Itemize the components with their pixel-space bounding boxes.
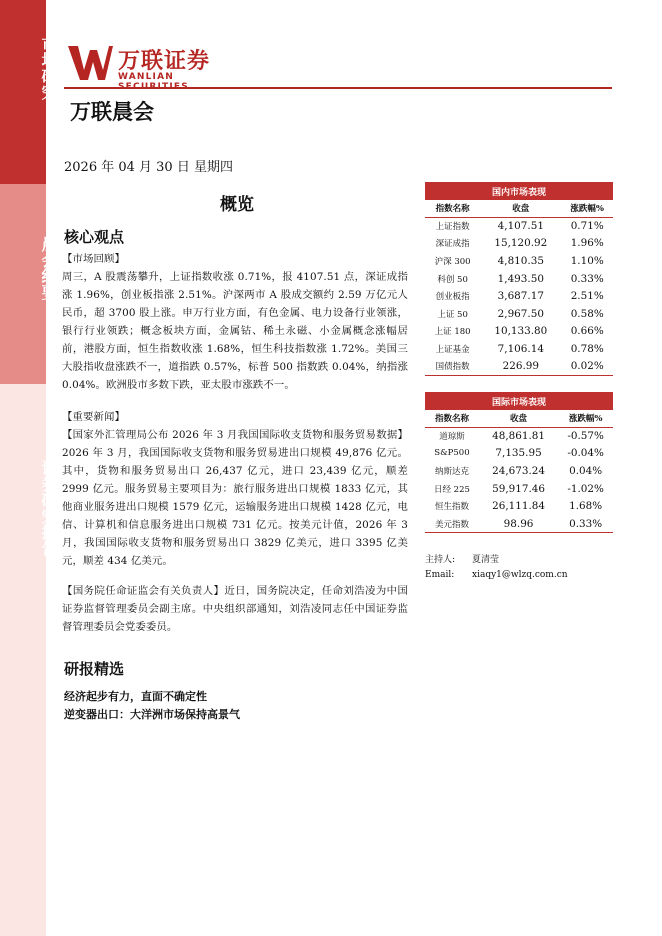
brand-logo [66, 44, 246, 84]
table-header: 收盘 [479, 410, 558, 427]
table-header: 涨跌幅% [558, 410, 613, 427]
table-row [425, 217, 613, 235]
index-name-cell: 国债指数 [425, 358, 480, 376]
table-header: 涨跌幅% [561, 200, 613, 217]
table-row [425, 305, 613, 323]
index-name-cell: 纳斯达克 [434, 466, 469, 477]
table-row [425, 235, 613, 253]
wanlian-logo-icon [66, 44, 114, 82]
close-cell: 15,120.92 [494, 237, 548, 250]
side-label-market-research: 市场研究 [39, 36, 58, 100]
table-row [425, 270, 613, 288]
close-cell: 7,135.95 [495, 447, 542, 460]
index-name-cell: 上证 180 [434, 327, 471, 338]
change-cell: 0.04% [569, 464, 603, 477]
index-name-cell: 沪深 300 [434, 256, 471, 267]
email-label: Email: [425, 570, 455, 580]
brand-name-cn: 万联证券 [118, 49, 211, 74]
market-review-section [62, 250, 408, 394]
host-name: 夏清莹 [472, 555, 500, 565]
email-link[interactable]: xiaqy1@wlzq.com.cn [472, 570, 568, 580]
brand-name-en: WANLIAN [118, 72, 175, 82]
news-item-fx: 【国家外汇管理局公布 2026 年 3 月我国国际收支货物和服务贸易数据】2026 年 3 月，我国国际收支货物和服务贸易进出口规模 49,876 亿元。其中，货物和服务贸易出口 26,437 亿元，进口 23,439 亿元，顺差 2999 亿元。服务贸易主要项目为：旅行服务进出口规模 1833 亿元，其他商业服务进出口规模 1579 亿元，运输服务进出口规模 1428 亿元，电信、计算机和信息服务进出口规模 731 亿元。按美元计值，2026 年 3 月，我国国际收支货物和服务贸易出口 3829 亿美元，进口 3395 亿美元，顺差 434 亿美元。 [62, 429, 408, 567]
index-name-cell: 深证成指 [435, 239, 470, 250]
report-date: 2026 年 04 月 30 日 星期四 [64, 160, 233, 175]
change-cell: -1.02% [567, 482, 604, 495]
research-item[interactable]: 逆变器出口：大洋洲市场保持高景气 [64, 708, 240, 721]
change-cell: 0.66% [570, 325, 604, 338]
domestic-market-table [425, 182, 613, 376]
document-title: 万联晨会 [70, 99, 154, 124]
domestic-table-caption: 国内市场表现 [425, 182, 613, 200]
research-heading: 研报精选 [64, 660, 125, 678]
overview-heading: 概览 [220, 195, 254, 215]
index-name-cell: 上证 50 [437, 309, 468, 320]
change-cell: 0.71% [570, 220, 604, 233]
host-line [425, 552, 500, 565]
change-cell: 2.51% [570, 290, 604, 303]
close-cell: 4,107.51 [497, 220, 544, 233]
market-review-tag: 【市场回顾】 [62, 253, 125, 265]
market-review-text: 周三，A 股震荡攀升，上证指数收涨 0.71%，报 4107.51 点，深证成指涨 1.96%，创业板指涨 2.51%。沪深两市 A 股成交额约 2.59 万亿元人民币，超 3700 股上涨。申万行业方面，有色金属、电力设备行业领涨，银行行业领跌；概念板块方面，金属钴、稀土永磁、小金属概念涨幅居前，港股方面，恒生指数收涨 1.68%，恒生科技指数涨 1.72%。美国三大股指收盘涨跌不一，道指跌 0.57%，标普 500 指数跌 0.04%，纳指涨 0.04%。欧洲股市多数下跌，亚太股市涨跌不一。 [62, 271, 408, 391]
email-line [425, 570, 568, 580]
change-cell: 0.02% [561, 358, 613, 376]
table-header: 指数名称 [425, 200, 480, 217]
index-name-cell: 美元指数 [425, 515, 479, 533]
change-cell: 1.96% [570, 237, 604, 250]
close-cell: 59,917.46 [492, 482, 545, 495]
change-cell: 0.78% [570, 342, 604, 355]
close-cell: 1,493.50 [497, 272, 544, 285]
news-section [62, 408, 408, 570]
change-cell: -0.04% [567, 447, 604, 460]
change-cell: 1.10% [570, 254, 604, 267]
close-cell: 4,810.35 [497, 254, 544, 267]
index-name-cell: 恒生指数 [434, 502, 469, 513]
change-cell: 1.68% [569, 500, 603, 513]
table-header: 收盘 [480, 200, 561, 217]
header-divider [64, 87, 612, 89]
news-item-csrc: 【国务院任命证监会有关负责人】近日，国务院决定，任命刘浩凌为中国证券监督管理委员会副主席。中央组织部通知，刘浩凌同志任中国证券监督管理委员会党委委员。 [62, 585, 408, 633]
table-row [425, 462, 613, 480]
host-label: 主持人: [425, 555, 456, 565]
table-row [425, 427, 613, 445]
close-cell: 98.96 [479, 515, 558, 533]
core-views-heading: 核心观点 [64, 228, 125, 246]
intl-table-caption: 国际市场表现 [425, 392, 613, 410]
table-row [425, 252, 613, 270]
close-cell: 2,967.50 [497, 307, 544, 320]
side-label-morning-meeting: 晨会纪要 [39, 236, 58, 300]
table-row [425, 445, 613, 463]
international-market-table [425, 392, 613, 533]
table-row [425, 515, 613, 533]
change-cell: -0.57% [567, 430, 604, 443]
research-item[interactable]: 经济起步有力，直面不确定性 [64, 690, 207, 703]
close-cell: 7,106.14 [497, 342, 544, 355]
table-row [425, 358, 613, 376]
index-name-cell: 上证基金 [435, 344, 470, 355]
index-name-cell: S&P500 [434, 448, 470, 459]
close-cell: 26,111.84 [492, 500, 545, 513]
change-cell: 0.33% [558, 515, 613, 533]
index-name-cell: 日经 225 [433, 484, 470, 495]
change-cell: 0.33% [570, 272, 604, 285]
table-row [425, 287, 613, 305]
table-row [425, 497, 613, 515]
close-cell: 226.99 [480, 358, 561, 376]
index-name-cell: 科创 50 [437, 274, 468, 285]
close-cell: 24,673.24 [492, 464, 545, 477]
close-cell: 48,861.81 [492, 430, 545, 443]
table-row [425, 480, 613, 498]
close-cell: 10,133.80 [494, 325, 548, 338]
index-name-cell: 上证指数 [435, 222, 470, 233]
table-row [425, 323, 613, 341]
table-header: 指数名称 [425, 410, 479, 427]
table-row [425, 340, 613, 358]
close-cell: 3,687.17 [497, 290, 544, 303]
side-label-research-report: 证券研究报告 [39, 460, 58, 556]
index-name-cell: 创业板指 [435, 292, 470, 303]
news-tag: 【重要新闻】 [62, 411, 125, 423]
index-name-cell: 道琼斯 [439, 432, 465, 443]
change-cell: 0.58% [570, 307, 604, 320]
